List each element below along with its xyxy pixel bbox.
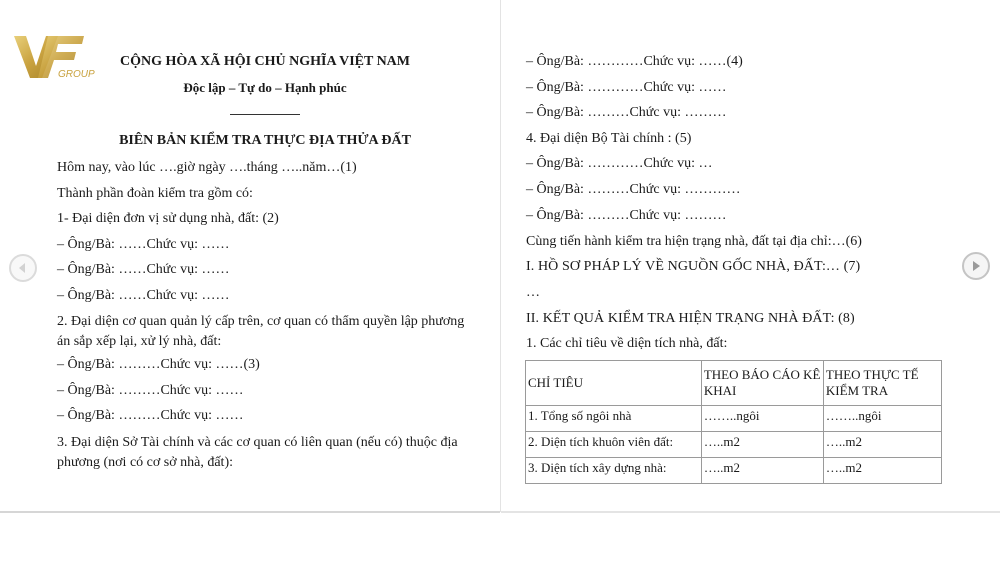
vf-group-logo — [12, 34, 102, 84]
header-divider — [230, 114, 300, 115]
text-line: – Ông/Bà: ……Chức vụ: …… — [57, 262, 230, 277]
text-line: – Ông/Bà: ………Chức vụ: ……(3) — [57, 357, 260, 372]
text-line: – Ông/Bà: ………Chức vụ: …… — [57, 408, 244, 423]
national-title: CỘNG HÒA XÃ HỘI CHỦ NGHĨA VIỆT NAM — [119, 54, 410, 69]
logo-group-text: GROUP — [58, 69, 95, 80]
document-page-left — [0, 0, 501, 512]
text-line: … — [526, 285, 540, 300]
chevron-left-icon — [17, 262, 29, 274]
text-line: – Ông/Bà: ………Chức vụ: ………… — [526, 182, 741, 197]
section-heading-2: II. KẾT QUẢ KIỂM TRA HIỆN TRẠNG NHÀ ĐẤT: (8) — [526, 311, 855, 326]
table-cell: ……..ngôi — [701, 406, 823, 432]
section-heading-1: I. HỒ SƠ PHÁP LÝ VỀ NGUỒN GỐC NHÀ, ĐẤT:… (7) — [526, 259, 861, 274]
table-cell: …..m2 — [823, 458, 941, 484]
table-cell: ……..ngôi — [823, 406, 941, 432]
next-slide-button[interactable] — [962, 252, 990, 280]
document-title: BIÊN BẢN KIỂM TRA THỰC ĐỊA THỬA ĐẤT — [119, 133, 411, 148]
table-cell: …..m2 — [701, 458, 823, 484]
text-line: – Ông/Bà: …………Chức vụ: …… — [526, 80, 727, 95]
table-row — [526, 458, 942, 484]
table-cell: …..m2 — [823, 432, 941, 458]
text-line: Thành phần đoàn kiểm tra gồm có: — [57, 186, 253, 201]
table-cell: …..m2 — [701, 432, 823, 458]
text-line: – Ông/Bà: …………Chức vụ: … — [526, 156, 713, 171]
text-line: 1- Đại diện đơn vị sử dụng nhà, đất: (2) — [57, 211, 279, 226]
table-cell: 2. Diện tích khuôn viên đất: — [526, 432, 702, 458]
logo-mark-text: VF — [12, 34, 14, 35]
text-line: – Ông/Bà: ………Chức vụ: ……… — [526, 208, 727, 223]
table-cell: 1. Tổng số ngôi nhà — [526, 406, 702, 432]
table-header-cell: THEO BÁO CÁO KÊ KHAI — [701, 361, 823, 406]
paragraph-2: 2. Đại diện cơ quan quản lý cấp trên, cơ quan có thẩm quyền lập phương án sắp xếp lại, xử lý nhà, đất: — [57, 314, 465, 349]
page-bottom-edge — [0, 511, 500, 513]
table-row — [526, 406, 942, 432]
page-bottom-edge — [501, 511, 1000, 513]
text-line: 1. Các chỉ tiêu về diện tích nhà, đất: — [526, 336, 728, 351]
text-line: – Ông/Bà: ……Chức vụ: …… — [57, 288, 230, 303]
area-indicators-table — [525, 360, 942, 484]
paragraph-3: 3. Đại diện Sở Tài chính và các cơ quan có liên quan (nếu có) thuộc địa phương (nơi có cơ sở nhà, đất): — [57, 435, 458, 470]
table-cell: 3. Diện tích xây dựng nhà: — [526, 458, 702, 484]
text-line: – Ông/Bà: ………Chức vụ: ……… — [526, 105, 727, 120]
chevron-right-icon — [970, 260, 982, 272]
text-line: – Ông/Bà: ………Chức vụ: …… — [57, 383, 244, 398]
text-line: Hôm nay, vào lúc ….giờ ngày ….tháng …..năm…(1) — [57, 160, 357, 175]
table-header-cell: THEO THỰC TẾ KIỂM TRA — [823, 361, 941, 406]
table-header-row — [526, 361, 942, 406]
table-row — [526, 432, 942, 458]
text-line: – Ông/Bà: ……Chức vụ: …… — [57, 237, 230, 252]
table-header-cell: CHỈ TIÊU — [526, 361, 702, 406]
text-line: – Ông/Bà: …………Chức vụ: ……(4) — [526, 54, 743, 69]
previous-slide-button[interactable] — [9, 254, 37, 282]
text-line: Cùng tiến hành kiểm tra hiện trạng nhà, đất tại địa chỉ:…(6) — [526, 234, 862, 249]
national-motto: Độc lập – Tự do – Hạnh phúc — [183, 80, 347, 95]
text-line: 4. Đại diện Bộ Tài chính : (5) — [526, 131, 692, 146]
